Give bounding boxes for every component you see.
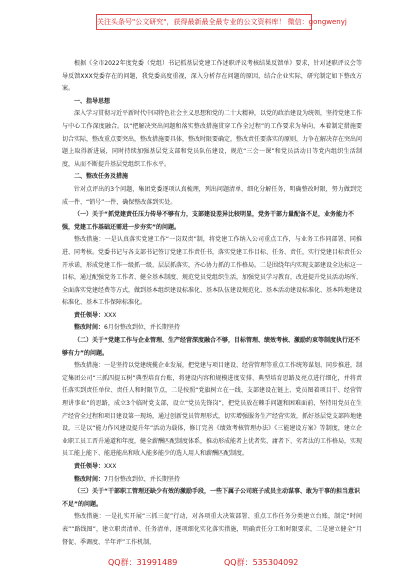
deadline-label: 整改时间：: [74, 324, 105, 332]
issue-heading-3: （三）关于“干部职工管理还缺少有效的激励手段，一些下属子公司班子成员主动谋事、敢为干事的担当意识不足”的问题。: [62, 488, 360, 508]
section-heading-tasks: 二、整改任务及措施: [74, 173, 129, 181]
deadline-value: 6月份整改到位，并长期坚持: [104, 324, 180, 332]
owner-label: 责任领导：: [74, 311, 105, 319]
guiding-ideology-paragraph: 深入学习贯彻习近平新时代中国特色社会主义思想和党的二十大精神，以党的政治建设为统领，坚持党建工作与中心工作深度融合。以“把解决突出问题和落实整改措施贯穿工作全过程”的工作要求为导向，本着制定措施要切合实际，整改重点要突出，整改措施要具体，整改时限要确定，整改责任要落实的原则，力争在解决存在突出问题上取得新进展，同时持续加强基层党支部和党员队伍建设，规范“三会一课”和党员活动日等党内组织生活制度，从而不断提升基层党组织工作水平。: [62, 110, 363, 168]
owner-label: 责任领导：: [74, 463, 105, 470]
footer-qq-group-2: QQ群：535304092: [224, 558, 299, 567]
section-heading-guiding-ideology: 一、指导思想: [74, 97, 111, 105]
document-body: [62, 58, 362, 548]
top-banner: 关注头条号"公文研究"，获得最新最全最专业的公文资料库！ 微信：gongwenyj: [96, 14, 312, 30]
intro-paragraph: 根据《全市2022年度党委（党组）书记抓基层党建工作述职评议考核结果反馈单》要求，针对述职评议会等导反馈XXX党委存在的问题，我党委高度重视，深入分析存在问题的原因，结合企业实际，研究制定如下整改方案。: [62, 60, 362, 93]
owner-value: XXX: [104, 463, 117, 470]
issue-heading-2: （二）关于“党建工作与企业管理、生产经营深度融合不够，目标管理、绩效考核、激励约束等制度执行还不够有力”的问题。: [62, 337, 360, 357]
deadline-label: 整改时间：: [74, 475, 105, 483]
owner-value: XXX: [104, 311, 117, 319]
tasks-paragraph: 针对点评出的3个问题，集团党委逐项认真梳理，列出问题清单，细化分解任务，明确整改时限，努力做到完成一件、“销号”一件，确保整改落到实处。: [62, 185, 362, 206]
issue-measures-2: 整改措施：一是坚持以党建统揽企业发展，把党建与项目建设、经营管理等重点工作统筹谋划、同步推进，制定集团公司“三抓四提五树”典型培育台账，将建设内容和规模进度安排、典型培育思路及亮点进行细化，并将责任落实到责任单位、责任人和时限节点，二是按照“党旗树立在一线、支部建设在链上、党员图着项目干、经营管理讲事业”的思路，成立3个临时党支部，设立“党员先锋岗”，把党员放在棘手问题和困难面前，坚持用党员在生产经营全过程和项目建设第一现场，通过创新党员管理形式，切实增强服务生产经营实效，抓好基层党支部阵地建设，三是以“能力作风建设提升年”活动为载体，修订完善《绩效考核管理办法》《三能建设方案》等制度，建立企业职工员工晋升通道和年度，健全薪酬匹配制度体系，推动形成能者上优者奖、庸者下、劣者汰的工作格局，实现员工能上能下、能进能出和收入能多能少的选人用人和薪酬匹配制度。: [62, 362, 363, 458]
issue-measures-1: 整改措施：一是认真落实党建工作“一岗双责”制，将党建工作纳入公司重点工作，与业务工作同部署、同推进、同考核。党委书记与各支部书记签订党建工作责任书，落实党建工作目标、任务、责任，实行党建目标责任公开承诺，形成党建工作一级抓一级、层层抓落实，齐心协力抓的工作格局。二是围绕年内实现支部建设全达标这一目标，通过配强党务工作者、健全基本制度、规范党员党组织生活，加强党员学习教育，改进提升党员活动场所、全面落实党建经费等方式，做到基本组织建设标准化、基本队伍建设规范化、基本活动建设标准化、基本阵地建设标准化、基本工作保障标准化。: [62, 236, 363, 307]
issue-owner-2: [62, 461, 362, 474]
issue-deadline-2: [62, 474, 362, 487]
deadline-value: 7月份整改到位，并长期坚持: [104, 475, 180, 483]
footer-qq-group-1: QQ群：31991489: [108, 558, 178, 567]
issue-deadline-1: [62, 322, 362, 335]
issue-heading-1: （一）关于“抓党建责任压力传导不够有力，支部建设差异比较明显，党务干部力量配备不足，业务能力不强，党建工作基础还需进一步夯实”的问题。: [62, 211, 354, 231]
issue-measures-3: 整改措施：一是扎实开展“三抓三促”行动，对各项重大决策部署、重点工作任务分类建立台账，制定“时间表”“路线图”，建立职责清单、任务清单，逐项细化实化落实措施，明确责任分工和时限要求，二是建立健全“月督促、季调度、半年评”工作机制，: [62, 513, 362, 546]
footer: [0, 556, 408, 570]
issue-owner-1: [62, 310, 362, 323]
